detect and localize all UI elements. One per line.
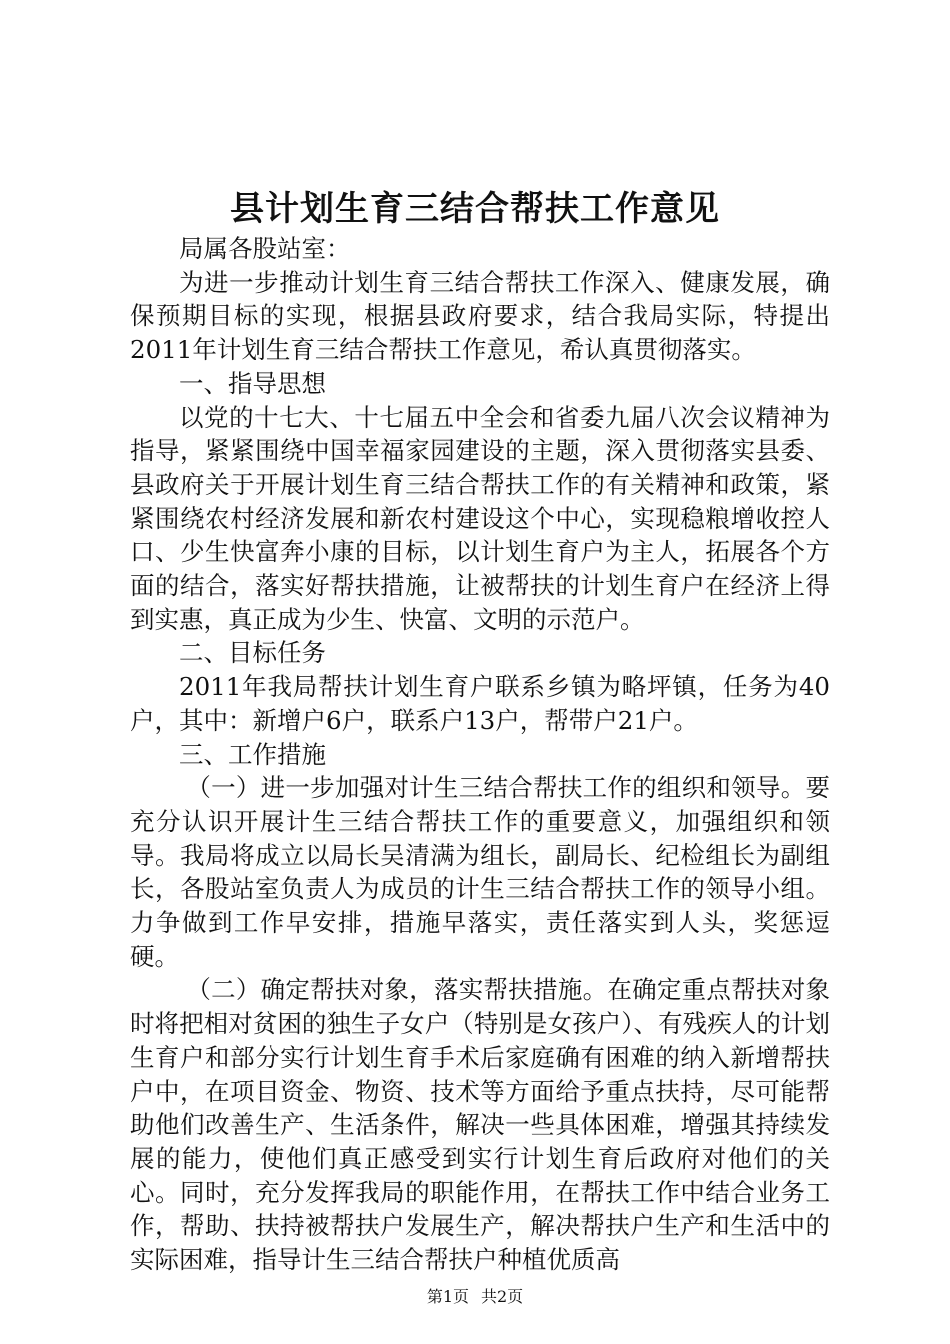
page-footer bbox=[0, 1286, 950, 1308]
page-total: 共2页 bbox=[481, 1287, 524, 1306]
document-body bbox=[130, 232, 830, 1277]
section-heading-guiding-ideology: 一、指导思想 bbox=[179, 368, 326, 398]
salutation: 局属各股站室： bbox=[179, 234, 351, 263]
document-title: 县计划生育三结合帮扶工作意见 bbox=[230, 189, 720, 229]
measure-two-paragraph: （二）确定帮扶对象，落实帮扶措施。在确定重点帮扶对象时将把相对贫困的独生子女户（特别是女孩户）、有残疾人的计划生育户和部分实行计划生育手术后家庭确有困难的纳入新增帮扶户中，在项目资金、物资、技术等方面给予重点扶持，尽可能帮助他们改善生产、生活条件，解决一些具体困难，增强其持续发展的能力，使他们真正感受到实行计划生育后政府对他们的关心。同时，充分发挥我局的职能作用，在帮扶工作中结合业务工作，帮助、扶持被帮扶户发展生产，解决帮扶户生产和生活中的实际困难，指导计生三结合帮扶户种植优质高 bbox=[130, 975, 830, 1275]
targets-paragraph: 2011年我局帮扶计划生育户联系乡镇为略坪镇，任务为40户，其中：新增户6户，联系户13户，帮带户21户。 bbox=[130, 672, 830, 735]
section-heading-measures: 三、工作措施 bbox=[179, 739, 326, 769]
intro-paragraph: 为进一步推动计划生育三结合帮扶工作深入、健康发展，确保预期目标的实现，根据县政府要求，结合我局实际，特提出2011年计划生育三结合帮扶工作意见，希认真贯彻落实。 bbox=[130, 267, 830, 365]
guiding-ideology-paragraph: 以党的十七大、十七届五中全会和省委九届八次会议精神为指导，紧紧围绕中国幸福家园建设的主题，深入贯彻落实县委、县政府关于开展计划生育三结合帮扶工作的有关精神和政策，紧紧围绕农村经济发展和新农村建设这个中心，实现稳粮增收控人口、少生快富奔小康的目标，以计划生育户为主人，拓展各个方面的结合，落实好帮扶措施，让被帮扶的计划生育户在经济上得到实惠，真正成为少生、快富、文明的示范户。 bbox=[130, 402, 830, 634]
page-number: 第1页 bbox=[426, 1287, 469, 1306]
measure-one-paragraph: （一）进一步加强对计生三结合帮扶工作的组织和领导。要充分认识开展计生三结合帮扶工作的重要意义，加强组织和领导。我局将成立以局长吴清满为组长，副局长、纪检组长为副组长，各股站室负责人为成员的计生三结合帮扶工作的领导小组。力争做到工作早安排，措施早落实，责任落实到人头，奖惩逗硬。 bbox=[130, 773, 830, 971]
section-heading-targets: 二、目标任务 bbox=[179, 638, 326, 668]
